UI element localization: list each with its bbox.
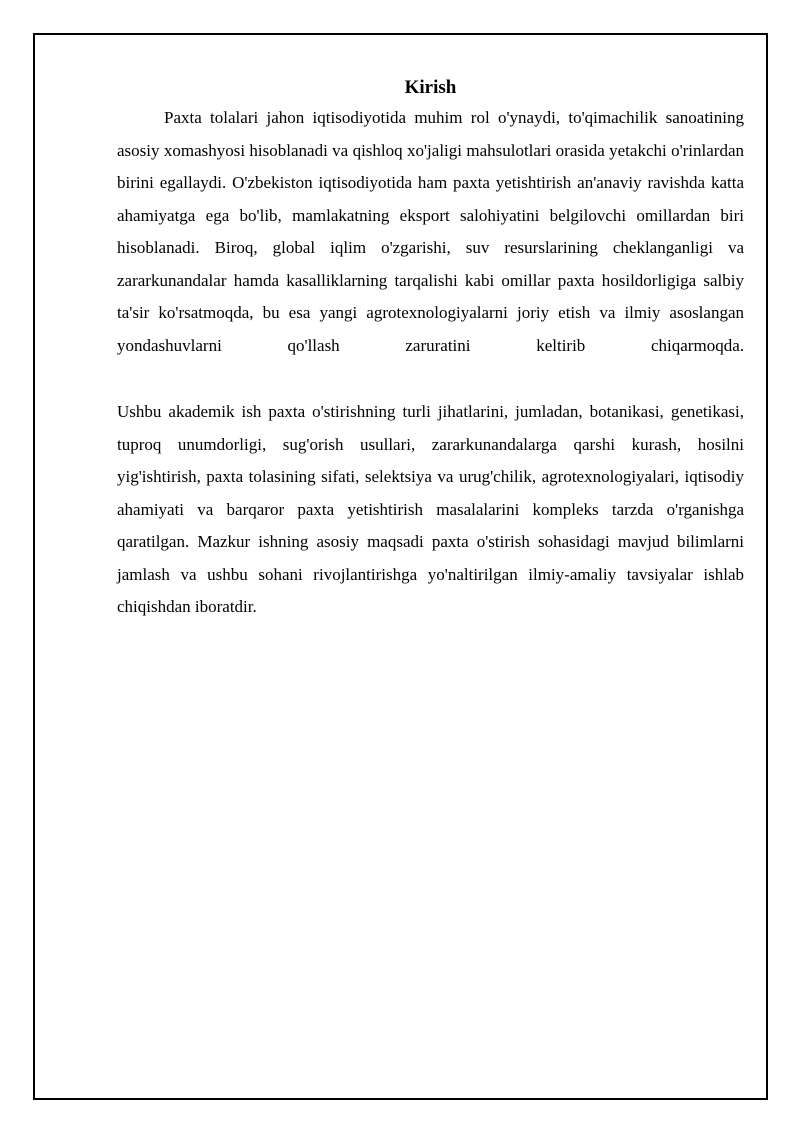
page-title: Kirish: [404, 77, 457, 98]
document-body: [117, 76, 744, 624]
paragraph-introduction: Paxta tolalari jahon iqtisodiyotida muhim rol o'ynaydi, to'qimachilik sanoatining asosiy xomashyosi hisoblanadi va qishloq xo'jaligi mahsulotlari orasida yetakchi o'rinlardan birini egallaydi. O'zbekiston iqtisodiyotida ham paxta yetishtirish an'anaviy ravishda katta ahamiyatga ega bo'lib, mamlakatning eksport salohiyatini belgilovchi omillardan biri hisoblanadi. Biroq, global iqlim o'zgarishi, suv resurslarining cheklanganligi va zararkunandalar hamda kasalliklarning tarqalishi kabi omillar paxta hosildorligiga salbiy ta'sir ko'rsatmoqda, bu esa yangi agrotexnologiyalarni joriy etish va ilmiy asoslangan yondashuvlarni qo'llash zaruratini keltirib chiqarmoqda.: [117, 108, 744, 355]
paragraph-purpose: Ushbu akademik ish paxta o'stirishning turli jihatlarini, jumladan, botanikasi, genetikasi, tuproq unumdorligi, sug'orish usullari, zararkunandalarga qarshi kurash, hosilni yig'ishtirish, paxta tolasining sifati, selektsiya va urug'chilik, agrotexnologiyalari, iqtisodiy ahamiyati va barqaror paxta yetishtirish masalalarini kompleks tarzda o'rganishga qaratilgan. Mazkur ishning asosiy maqsadi paxta o'stirish sohasidagi mavjud bilimlarni jamlash va ushbu sohani rivojlantirishga yo'naltirilgan ilmiy-amaliy tavsiyalar ishlab chiqishdan iboratdir.: [117, 402, 744, 616]
title-wrap: [117, 76, 744, 100]
